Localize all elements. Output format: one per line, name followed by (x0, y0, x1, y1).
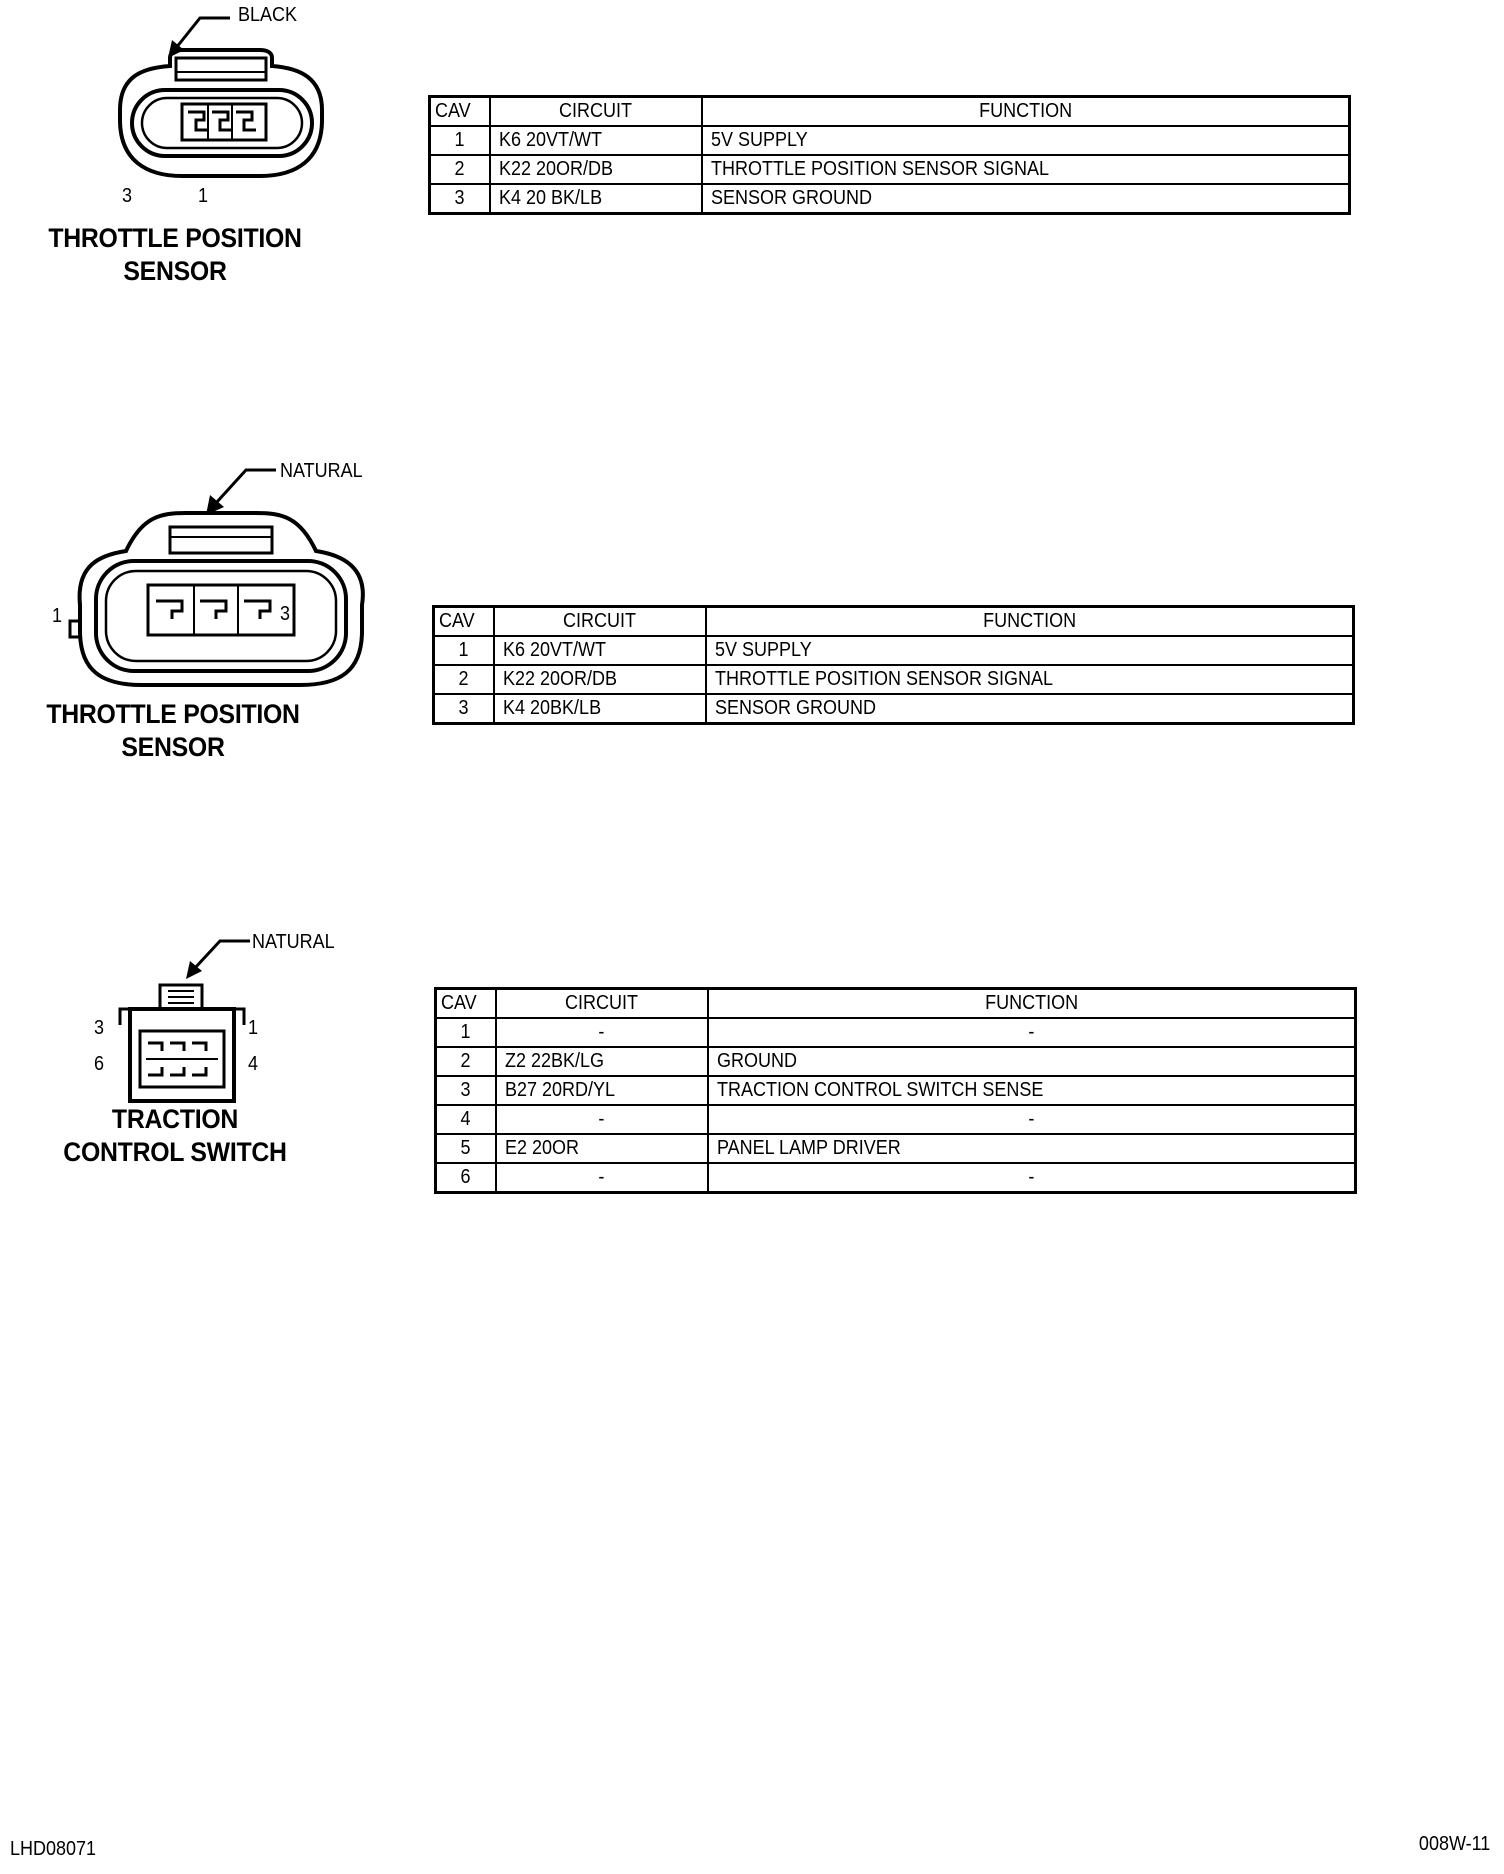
cell-circuit: - (496, 1163, 708, 1193)
table-header-row (434, 607, 1354, 637)
pinout-table-tps-natural (432, 605, 1355, 725)
cell-cav: 2 (430, 155, 490, 184)
cell-circuit: E2 20OR (496, 1134, 708, 1163)
table-row (430, 155, 1350, 184)
footer-left-code: LHD08071 (10, 1838, 97, 1860)
connector-title-tps-natural (30, 698, 315, 764)
header-function: FUNCTION (706, 607, 1354, 637)
connector-title-line2: SENSOR (121, 732, 225, 762)
table-header-row (430, 97, 1350, 127)
table-row (436, 1018, 1356, 1047)
connector-title-tps-black (32, 222, 317, 288)
connector-title-line1: THROTTLE POSITION (46, 699, 300, 729)
table-row (434, 636, 1354, 665)
cell-function: THROTTLE POSITION SENSOR SIGNAL (706, 665, 1354, 694)
header-function: FUNCTION (708, 989, 1356, 1019)
header-circuit: CIRCUIT (490, 97, 702, 127)
cell-circuit: K6 20VT/WT (494, 636, 706, 665)
table-row (436, 1076, 1356, 1105)
header-cav: CAV (430, 97, 490, 127)
connector-diagram-tps-black (60, 0, 390, 240)
table-row (434, 694, 1354, 724)
cell-function: GROUND (708, 1047, 1356, 1076)
header-cav: CAV (434, 607, 494, 637)
cell-circuit: K22 20OR/DB (494, 665, 706, 694)
connector-title-traction-switch (32, 1103, 317, 1169)
cell-function: - (708, 1105, 1356, 1134)
connector-title-line2: SENSOR (123, 256, 227, 286)
cell-function: SENSOR GROUND (702, 184, 1350, 214)
pin-label-top-right: 1 (248, 1017, 259, 1039)
cell-cav: 3 (436, 1076, 496, 1105)
table-row (436, 1163, 1356, 1193)
cell-circuit: - (496, 1105, 708, 1134)
cell-function: TRACTION CONTROL SWITCH SENSE (708, 1076, 1356, 1105)
header-cav: CAV (436, 989, 496, 1019)
pinout-table-tps-black (428, 95, 1351, 215)
cell-cav: 1 (434, 636, 494, 665)
connector-diagram-tps-natural (50, 455, 380, 715)
connector-color-label: BLACK (238, 4, 298, 26)
pin-label-bottom-left: 6 (94, 1053, 105, 1075)
cell-function: PANEL LAMP DRIVER (708, 1134, 1356, 1163)
table-row (430, 126, 1350, 155)
cell-circuit: B27 20RD/YL (496, 1076, 708, 1105)
cell-function: 5V SUPPLY (702, 126, 1350, 155)
table-row (436, 1134, 1356, 1163)
table-row (430, 184, 1350, 214)
cell-cav: 1 (430, 126, 490, 155)
cell-function: SENSOR GROUND (706, 694, 1354, 724)
pin-label-left: 1 (52, 605, 63, 627)
cell-circuit: K4 20 BK/LB (490, 184, 702, 214)
cell-cav: 5 (436, 1134, 496, 1163)
table-row (434, 665, 1354, 694)
cell-cav: 1 (436, 1018, 496, 1047)
pin-label-top-left: 3 (94, 1017, 105, 1039)
pin-label-left: 3 (122, 185, 133, 207)
cell-cav: 4 (436, 1105, 496, 1134)
footer-right-code: 008W-11 (1418, 1833, 1490, 1855)
cell-circuit: Z2 22BK/LG (496, 1047, 708, 1076)
table-header-row (436, 989, 1356, 1019)
cell-circuit: K4 20BK/LB (494, 694, 706, 724)
cell-cav: 2 (434, 665, 494, 694)
table-row (436, 1105, 1356, 1134)
pin-label-bottom-right: 4 (248, 1053, 259, 1075)
cell-circuit: - (496, 1018, 708, 1047)
header-circuit: CIRCUIT (494, 607, 706, 637)
connector-tps-black-drawing (60, 0, 390, 240)
pin-label-right: 3 (280, 603, 291, 625)
cell-circuit: K6 20VT/WT (490, 126, 702, 155)
connector-color-label: NATURAL (252, 931, 335, 953)
cell-cav: 3 (434, 694, 494, 724)
cell-cav: 6 (436, 1163, 496, 1193)
cell-function: THROTTLE POSITION SENSOR SIGNAL (702, 155, 1350, 184)
cell-function: 5V SUPPLY (706, 636, 1354, 665)
connector-color-label: NATURAL (280, 460, 363, 482)
connector-title-line1: TRACTION (111, 1104, 239, 1134)
connector-tps-natural-drawing (50, 455, 380, 715)
header-function: FUNCTION (702, 97, 1350, 127)
cell-function: - (708, 1018, 1356, 1047)
cell-function: - (708, 1163, 1356, 1193)
pinout-table-traction-switch (434, 987, 1357, 1194)
cell-cav: 2 (436, 1047, 496, 1076)
connector-diagram-traction-switch (90, 925, 390, 1125)
cell-circuit: K22 20OR/DB (490, 155, 702, 184)
connector-title-line1: THROTTLE POSITION (48, 223, 302, 253)
table-row (436, 1047, 1356, 1076)
pin-label-right: 1 (198, 185, 209, 207)
header-circuit: CIRCUIT (496, 989, 708, 1019)
connector-traction-switch-drawing (90, 925, 390, 1125)
cell-cav: 3 (430, 184, 490, 214)
connector-title-line2: CONTROL SWITCH (63, 1137, 287, 1167)
